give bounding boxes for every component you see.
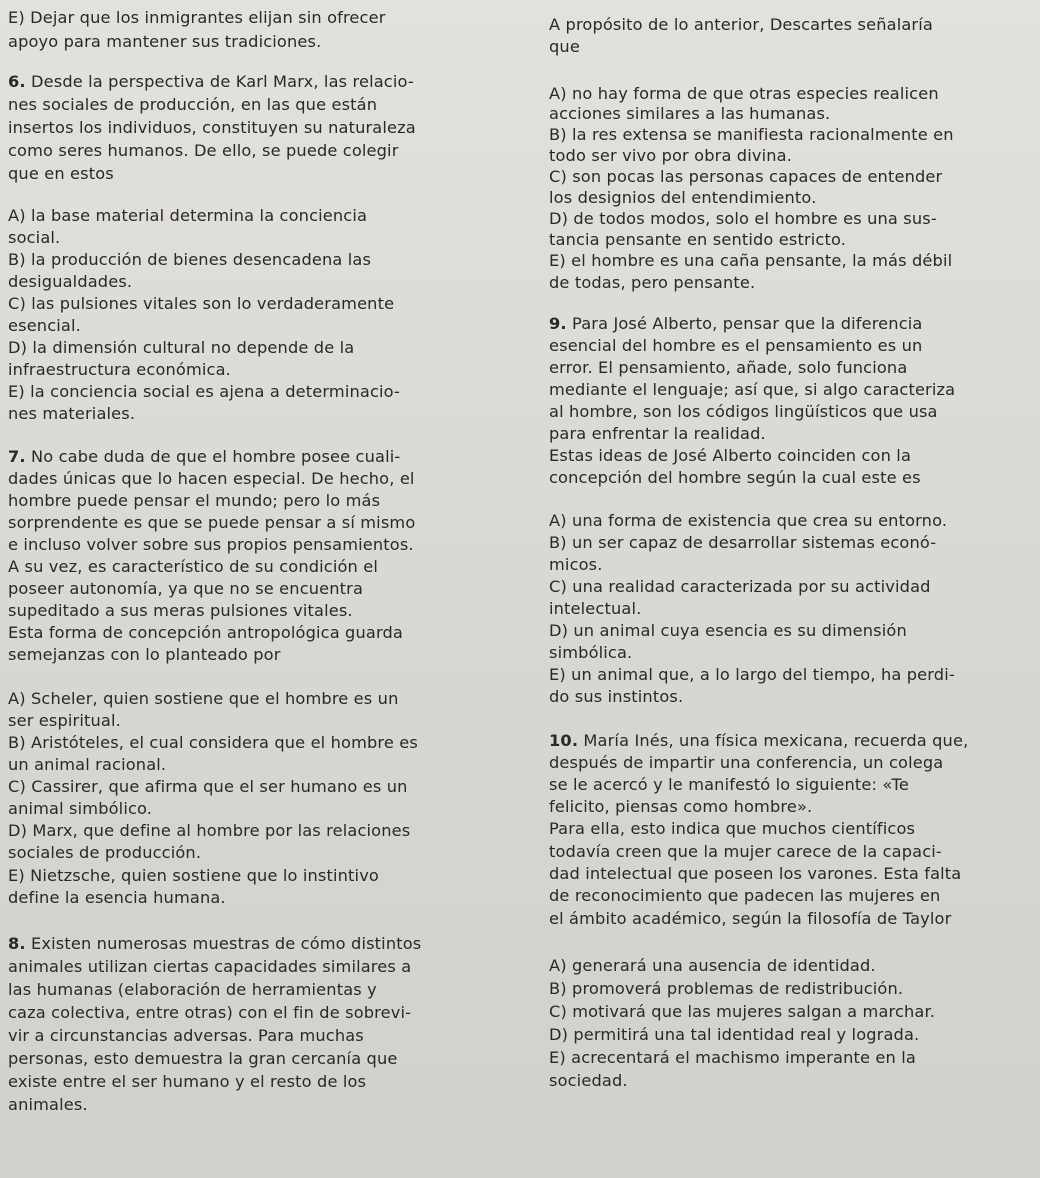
option-e: E) la conciencia social es ajena a determinacio- xyxy=(8,382,400,401)
text-line: concepción del hombre según la cual este es xyxy=(549,468,921,487)
text-line: define la esencia humana. xyxy=(8,888,226,907)
option-a: A) la base material determina la conciencia xyxy=(8,206,368,225)
text-line: Esta forma de concepción antropológica guarda xyxy=(8,623,403,642)
text-line: e incluso volver sobre sus propios pensamientos. xyxy=(8,535,414,554)
text-line: que xyxy=(549,37,580,56)
option-d: D) la dimensión cultural no depende de la xyxy=(8,338,355,357)
text-line: apoyo para mantener sus tradiciones. xyxy=(8,32,322,51)
text-line: para enfrentar la realidad. xyxy=(549,424,766,443)
text-line: sorprendente es que se puede pensar a sí mismo xyxy=(8,513,416,532)
text-line: mediante el lenguaje; así que, si algo caracteriza xyxy=(549,380,956,399)
question-number: 7. xyxy=(8,447,26,466)
option-c: C) motivará que las mujeres salgan a marchar. xyxy=(549,1002,936,1021)
text-line: personas, esto demuestra la gran cercanía que xyxy=(8,1049,398,1068)
text-line: nes sociales de producción, en las que están xyxy=(8,95,378,114)
option-a: A) una forma de existencia que crea su entorno. xyxy=(549,511,948,530)
option-d: D) permitirá una tal identidad real y lograda. xyxy=(549,1025,920,1044)
option-b: B) la producción de bienes desencadena las xyxy=(8,250,372,269)
option-a: A) generará una ausencia de identidad. xyxy=(549,956,876,975)
text-line: social. xyxy=(8,228,61,247)
text-line: error. El pensamiento, añade, solo funciona xyxy=(549,358,908,377)
text-line: todavía creen que la mujer carece de la capaci- xyxy=(549,842,942,861)
text-line: un animal racional. xyxy=(8,755,167,774)
text-line: do sus instintos. xyxy=(549,687,684,706)
option-d: D) de todos modos, solo el hombre es una sus- xyxy=(549,209,937,228)
text-line: después de impartir una conferencia, un colega xyxy=(549,753,944,772)
text-line: se le acercó y le manifestó lo siguiente: «Te xyxy=(549,775,909,794)
text-line: acciones similares a las humanas. xyxy=(549,104,831,123)
text-line: sociedad. xyxy=(549,1071,628,1090)
option-c: C) las pulsiones vitales son lo verdaderamente xyxy=(8,294,395,313)
option-c: C) una realidad caracterizada por su actividad xyxy=(549,577,931,596)
text-line: esencial del hombre es el pensamiento es un xyxy=(549,336,923,355)
text-line: vir a circunstancias adversas. Para muchas xyxy=(8,1026,364,1045)
option-e: E) el hombre es una caña pensante, la más débil xyxy=(549,251,953,270)
option-c: C) Cassirer, que afirma que el ser humano es un xyxy=(8,777,408,796)
text-line: supeditado a sus meras pulsiones vitales. xyxy=(8,601,353,620)
text-line: al hombre, son los códigos lingüísticos que usa xyxy=(549,402,938,421)
text-line: el ámbito académico, según la filosofía de Taylor xyxy=(549,909,952,928)
option-d: D) un animal cuya esencia es su dimensión xyxy=(549,621,907,640)
text-line: tancia pensante en sentido estricto. xyxy=(549,230,847,249)
text-line: dad intelectual que poseen los varones. Esta falta xyxy=(549,864,962,883)
text-line: micos. xyxy=(549,555,603,574)
text-line: de reconocimiento que padecen las mujeres en xyxy=(549,886,941,905)
text-line: esencial. xyxy=(8,316,81,335)
option-a: A) no hay forma de que otras especies realicen xyxy=(549,84,939,103)
option-c: C) son pocas las personas capaces de entender xyxy=(549,167,943,186)
option-b: B) un ser capaz de desarrollar sistemas econó- xyxy=(549,533,937,552)
question-8-stem: 8. Existen numerosas muestras de cómo distintos xyxy=(8,934,422,953)
text-line: ser espiritual. xyxy=(8,711,121,730)
text-line: animales utilizan ciertas capacidades similares a xyxy=(8,957,412,976)
text-line: intelectual. xyxy=(549,599,642,618)
question-number: 9. xyxy=(549,314,567,333)
text-line: infraestructura económica. xyxy=(8,360,231,379)
text-line: Estas ideas de José Alberto coinciden con la xyxy=(549,446,912,465)
text-line: simbólica. xyxy=(549,643,633,662)
option-b: B) la res extensa se manifiesta racionalmente en xyxy=(549,125,954,144)
text-line: animal simbólico. xyxy=(8,799,153,818)
text-line: A propósito de lo anterior, Descartes señalaría xyxy=(549,15,933,34)
text-line: A su vez, es característico de su condición el xyxy=(8,557,379,576)
text-line: como seres humanos. De ello, se puede colegir xyxy=(8,141,399,160)
option-a: A) Scheler, quien sostiene que el hombre es un xyxy=(8,689,399,708)
option-b: B) promoverá problemas de redistribución. xyxy=(549,979,904,998)
text-line: que en estos xyxy=(8,164,114,183)
text-line: desigualdades. xyxy=(8,272,133,291)
text-line: hombre puede pensar el mundo; pero lo más xyxy=(8,491,381,510)
option-e: E) acrecentará el machismo imperante en la xyxy=(549,1048,916,1067)
question-number: 6. xyxy=(8,72,26,91)
text-line: semejanzas con lo planteado por xyxy=(8,645,281,664)
question-9-stem: 9. Para José Alberto, pensar que la diferencia xyxy=(549,314,923,333)
text-line: poseer autonomía, ya que no se encuentra xyxy=(8,579,364,598)
option-e: E) un animal que, a lo largo del tiempo, ha perdi- xyxy=(549,665,955,684)
question-6-stem: 6. Desde la perspectiva de Karl Marx, las relacio- xyxy=(8,72,414,91)
text-line: los designios del entendimiento. xyxy=(549,188,817,207)
text-line: todo ser vivo por obra divina. xyxy=(549,146,793,165)
question-7-stem: 7. No cabe duda de que el hombre posee cuali- xyxy=(8,447,401,466)
option-b: B) Aristóteles, el cual considera que el hombre es xyxy=(8,733,418,752)
text-line: nes materiales. xyxy=(8,404,136,423)
text-line: sociales de producción. xyxy=(8,843,202,862)
question-number: 8. xyxy=(8,934,26,953)
text-line: caza colectiva, entre otras) con el fin de sobrevi- xyxy=(8,1003,412,1022)
option-e: E) Nietzsche, quien sostiene que lo instintivo xyxy=(8,866,379,885)
text-line: E) Dejar que los inmigrantes elijan sin ofrecer xyxy=(8,8,386,27)
text-line: de todas, pero pensante. xyxy=(549,273,756,292)
question-number: 10. xyxy=(549,731,579,750)
text-line: dades únicas que lo hacen especial. De hecho, el xyxy=(8,469,415,488)
text-line: existe entre el ser humano y el resto de los xyxy=(8,1072,367,1091)
option-d: D) Marx, que define al hombre por las relaciones xyxy=(8,821,411,840)
text-line: felicito, piensas como hombre». xyxy=(549,797,813,816)
text-line: animales. xyxy=(8,1095,88,1114)
text-line: Para ella, esto indica que muchos científicos xyxy=(549,819,916,838)
text-line: las humanas (elaboración de herramientas y xyxy=(8,980,377,999)
text-line: insertos los individuos, constituyen su naturaleza xyxy=(8,118,416,137)
question-10-stem: 10. María Inés, una física mexicana, recuerda que, xyxy=(549,731,969,750)
